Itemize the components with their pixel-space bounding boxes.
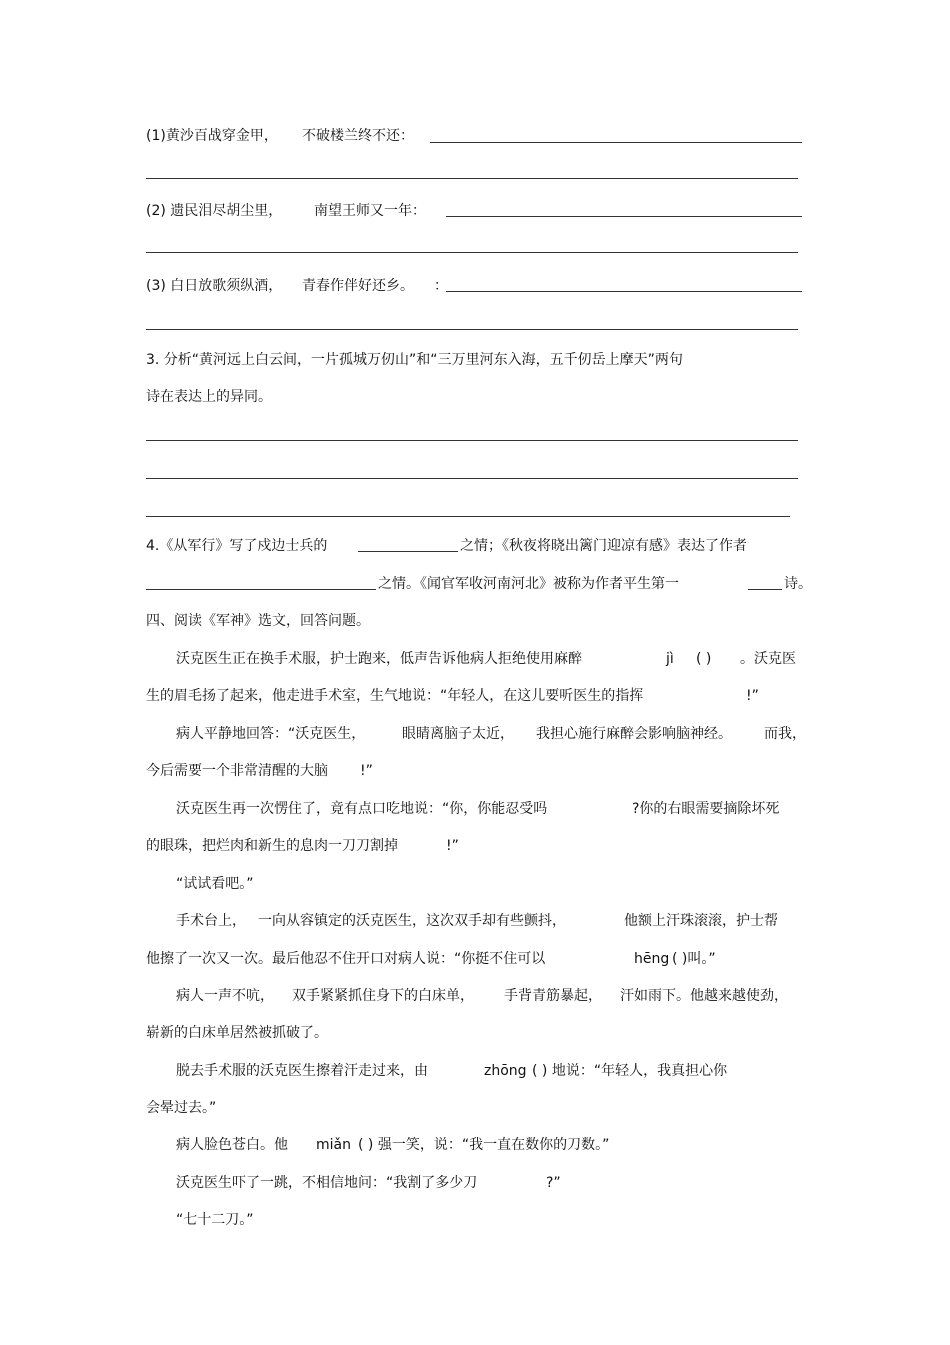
- passage-p10a: 病人一声不吭，: [176, 988, 274, 1004]
- q4-blank-3: [748, 589, 782, 590]
- passage-p10c: 手背青筋暴起，: [504, 988, 602, 1004]
- passage-p13: 会晕过去。”: [146, 1100, 217, 1116]
- pinyin-mian: miǎn: [316, 1137, 351, 1153]
- passage-p15b: ?”: [546, 1175, 561, 1191]
- q2-item3-blank: [446, 291, 802, 292]
- q2-item2-label2: 南望王师又一年：: [314, 203, 426, 219]
- passage-p3b: 眼睛离脑子太近，: [402, 726, 514, 742]
- passage-p5a: 沃克医生再一次愣住了，竟有点口吃地说：“你，你能忍受吗: [176, 801, 548, 817]
- q2-item3-label2: 青春作伴好还乡。: [302, 278, 414, 294]
- passage-p12b: ( ) 地说：“年轻人，我真担心你: [532, 1063, 728, 1079]
- q2-item2-blank: [446, 216, 802, 217]
- q4-blank-1: [358, 551, 458, 552]
- q2-item3-blank-line2: [146, 329, 798, 330]
- q2-item1-blank-line2: [146, 178, 798, 179]
- passage-p1b: 。沃克医: [740, 651, 796, 667]
- q3-answer-line-1: [146, 440, 798, 441]
- passage-p1a: 沃克医生正在换手术服，护士跑来，低声告诉他病人拒绝使用麻醉: [176, 651, 582, 667]
- passage-p4a: 今后需要一个非常清醒的大脑: [146, 763, 328, 779]
- pinyin-heng: hēng: [634, 951, 670, 967]
- passage-p2a: 生的眉毛扬了起来，他走进手术室，生气地说：“年轻人，在这儿要听医生的指挥: [146, 688, 644, 704]
- section4-heading: 四、阅读《军神》选文，回答问题。: [146, 613, 370, 629]
- q2-item1-label: (1)黄沙百战穿金甲，: [146, 128, 278, 144]
- q2-item1-label2: 不破楼兰终不还：: [302, 128, 414, 144]
- pinyin-ji: jì: [666, 651, 674, 667]
- passage-p9b: ( )叫。”: [672, 951, 716, 967]
- passage-p8a: 手术台上，: [176, 913, 246, 929]
- passage-p12a: 脱去手术服的沃克医生擦着汗走过来，由: [176, 1063, 428, 1079]
- q2-item2-blank-line2: [146, 252, 798, 253]
- q2-item2-label: (2) 遗民泪尽胡尘里，: [146, 203, 283, 219]
- passage-p3c: 我担心施行麻醉会影响脑神经。: [536, 726, 732, 742]
- passage-p6b: !”: [446, 838, 459, 854]
- q3-prompt-line1: 3. 分析“黄河远上白云间，一片孤城万仞山”和“三万里河东入海，五千仞岳上摩天”两句: [146, 352, 683, 368]
- q4-text-a: 4.《从军行》写了戍边士兵的: [146, 538, 328, 554]
- passage-p8c: 他额上汗珠滚滚，护士帮: [624, 913, 778, 929]
- q2-item3-label: (3) 白日放歌须纵酒，: [146, 278, 283, 294]
- q2-item1-blank: [430, 142, 802, 143]
- passage-p3d: 而我，: [764, 726, 806, 742]
- pinyin-ji-answer-paren: ( ): [696, 651, 712, 667]
- q3-answer-line-3: [146, 516, 790, 517]
- passage-p9a: 他擦了一次又一次。最后他忍不住开口对病人说：“你挺不住可以: [146, 951, 546, 967]
- pinyin-zhong: zhōng: [484, 1063, 527, 1079]
- passage-p7: “试试看吧。”: [176, 876, 254, 892]
- passage-p8b: 一向从容镇定的沃克医生，这次双手却有些颤抖，: [258, 913, 566, 929]
- q3-prompt-line2: 诗在表达上的异同。: [146, 389, 272, 405]
- passage-p5b: ?你的右眼需要摘除坏死: [632, 801, 780, 817]
- q4-text-d: 诗。: [784, 576, 812, 592]
- passage-p2b: !”: [746, 688, 759, 704]
- passage-p14a: 病人脸色苍白。他: [176, 1137, 288, 1153]
- passage-p10d: 汗如雨下。他越来越使劲，: [620, 988, 788, 1004]
- q2-item3-colon: ：: [434, 278, 448, 294]
- q4-text-b: 之情；《秋夜将晓出篱门迎凉有感》表达了作者: [460, 538, 747, 554]
- passage-p16: “七十二刀。”: [176, 1212, 254, 1228]
- passage-p14b: ( ) 强一笑，说：“我一直在数你的刀数。”: [358, 1137, 610, 1153]
- q4-text-c: 之情。《闻官军收河南河北》被称为作者平生第一: [378, 576, 679, 592]
- passage-p4b: !”: [360, 763, 373, 779]
- passage-p11: 崭新的白床单居然被抓破了。: [146, 1025, 328, 1041]
- passage-p15a: 沃克医生吓了一跳，不相信地问：“我割了多少刀: [176, 1175, 478, 1191]
- passage-p10b: 双手紧紧抓住身下的白床单，: [292, 988, 474, 1004]
- q3-answer-line-2: [146, 478, 798, 479]
- q4-blank-2: [146, 589, 376, 590]
- passage-p3a: 病人平静地回答：“沃克医生，: [176, 726, 366, 742]
- passage-p6a: 的眼珠，把烂肉和新生的息肉一刀刀割掉: [146, 838, 398, 854]
